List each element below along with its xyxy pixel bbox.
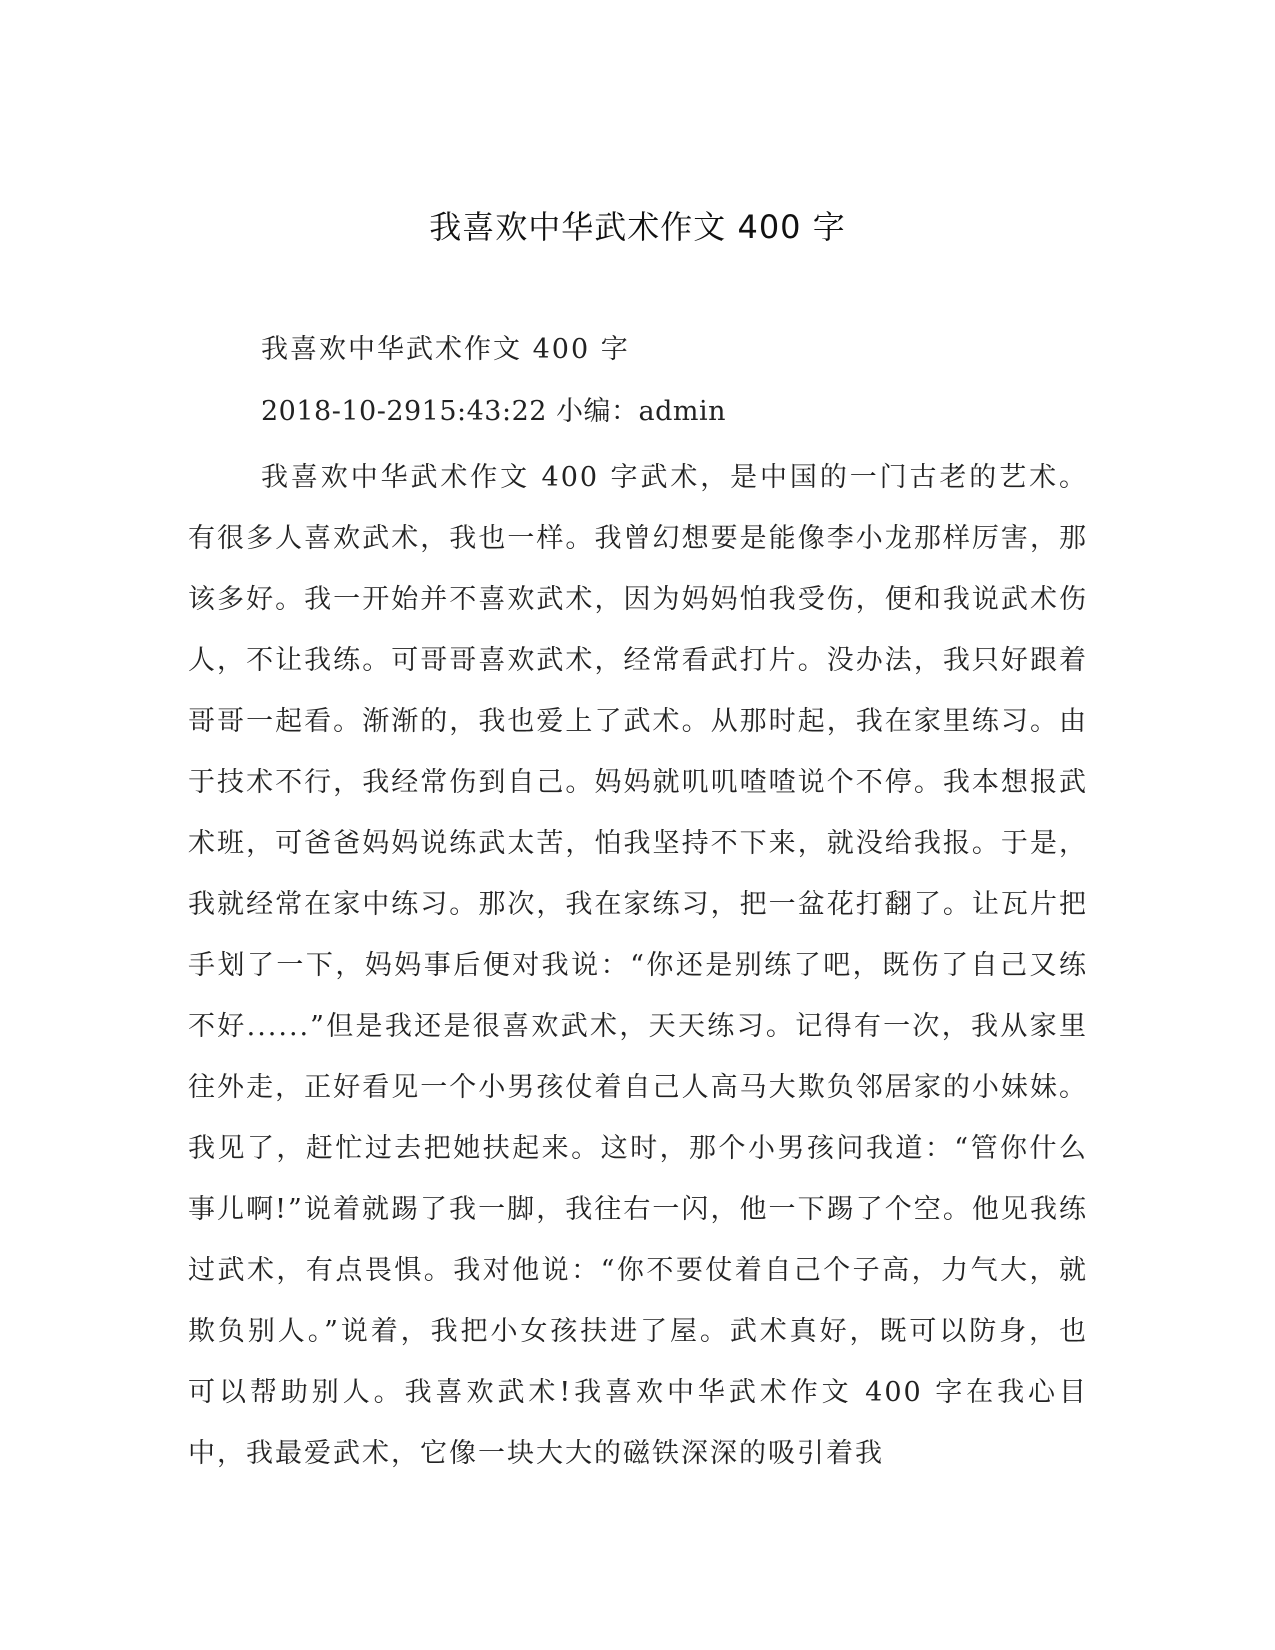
article-subtitle: 我喜欢中华武术作文 400 字 (261, 334, 630, 365)
article-body: 我喜欢中华武术作文 400 字武术，是中国的一门古老的艺术。有很多人喜欢武术，我也一样。我曾幻想要是能像李小龙那样厉害，那该多好。我一开始并不喜欢武术，因为妈妈怕我受伤，便和我说武术伤人，不让我练。可哥哥喜欢武术，经常看武打片。没办法，我只好跟着哥哥一起看。渐渐的，我也爱上了武术。从那时起，我在家里练习。由于技术不行，我经常伤到自己。妈妈就叽叽喳喳说个不停。我本想报武术班，可爸爸妈妈说练武太苦，怕我坚持不下来，就没给我报。于是，我就经常在家中练习。那次，我在家练习，把一盆花打翻了。让瓦片把手划了一下，妈妈事后便对我说：“你还是别练了吧，既伤了自己又练不好......”但是我还是很喜欢武术，天天练习。记得有一次，我从家里往外走，正好看见一个小男孩仗着自己人高马大欺负邻居家的小妹妹。我见了，赶忙过去把她扶起来。这时，那个小男孩问我道：“管你什么事儿啊!”说着就踢了我一脚，我往右一闪，他一下踢了个空。他见我练过武术，有点畏惧。我对他说：“你不要仗着自己个子高，力气大，就欺负别人。”说着，我把小女孩扶进了屋。武术真好，既可以防身，也可以帮助别人。我喜欢武术!我喜欢中华武术作文 400 字在我心目中，我最爱武术，它像一块大大的磁铁深深的吸引着我 (188, 462, 1088, 1469)
document-title: 我喜欢中华武术作文 400 字 (429, 208, 846, 246)
article-meta: 2018-10-2915:43:22 小编：admin (261, 396, 727, 427)
